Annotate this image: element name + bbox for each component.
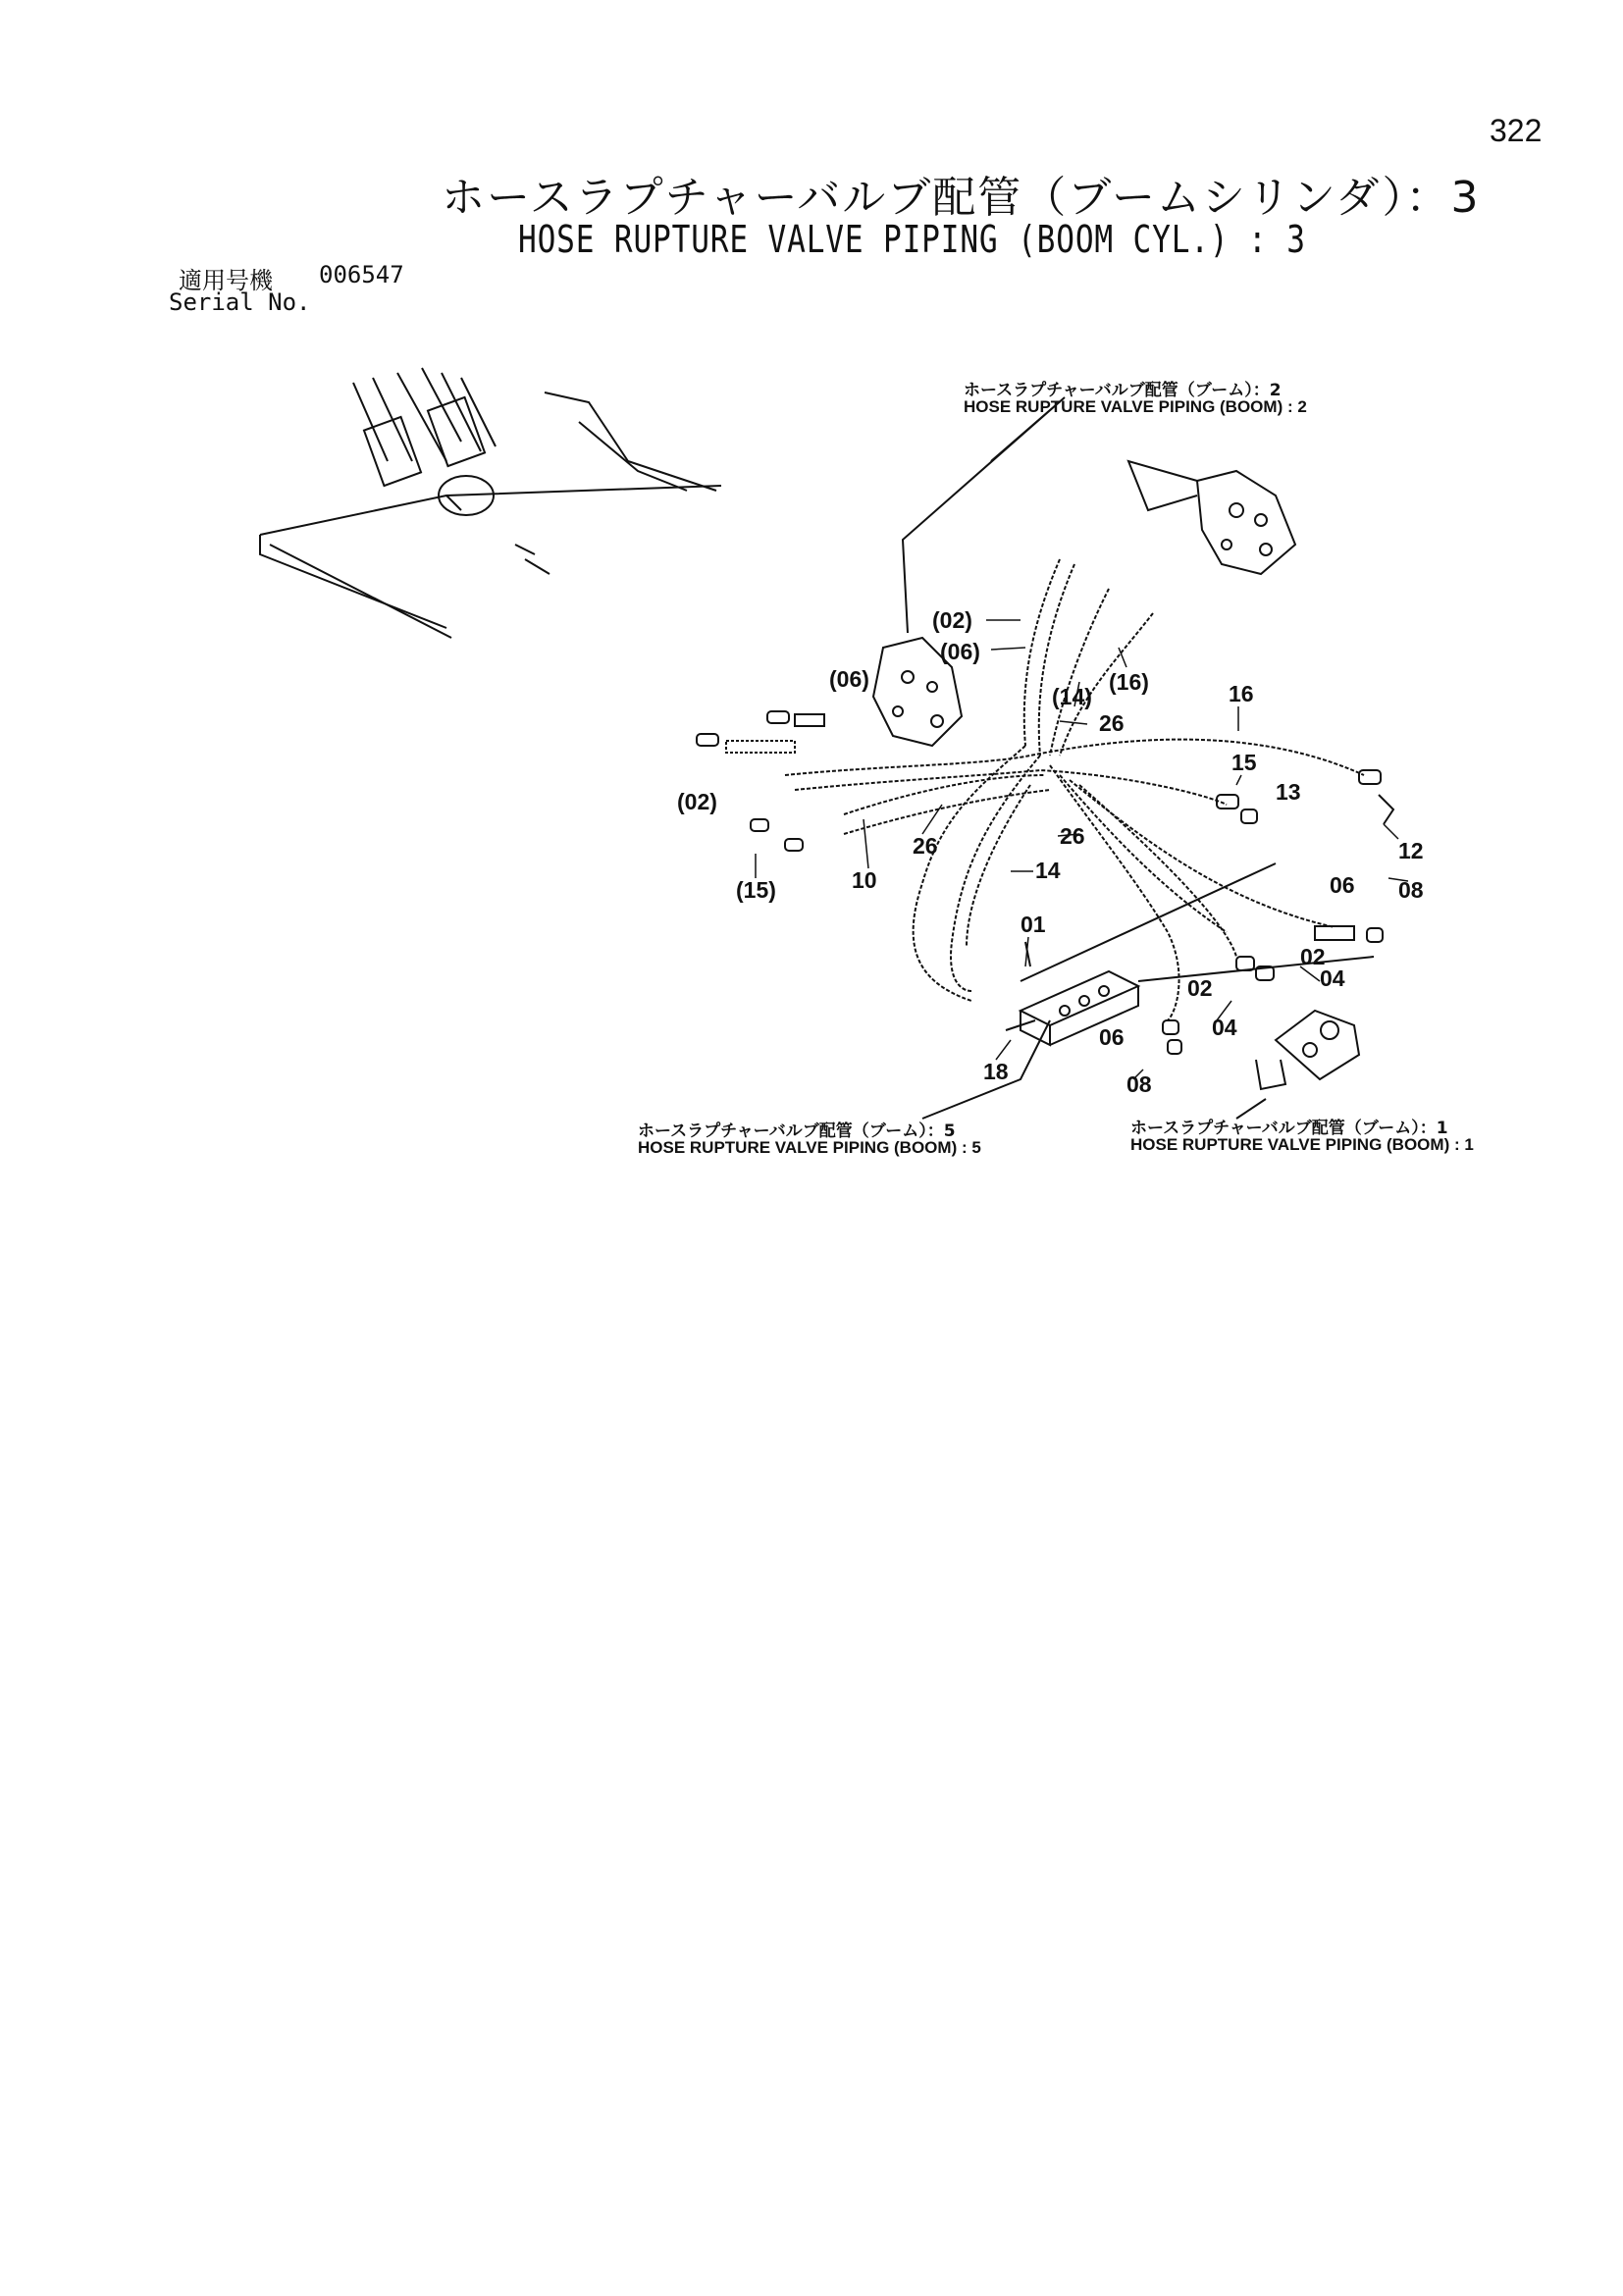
- reference-boom-2-en: HOSE RUPTURE VALVE PIPING (BOOM) : 2: [964, 397, 1307, 416]
- reference-boom-5-en: HOSE RUPTURE VALVE PIPING (BOOM) : 5: [638, 1138, 981, 1157]
- callout-16: 16: [1229, 681, 1254, 706]
- leader-ref-1: [1236, 1099, 1266, 1119]
- callout-16-paren: (16): [1109, 669, 1149, 695]
- callout-02-left: (02): [677, 789, 717, 814]
- title-english: HOSE RUPTURE VALVE PIPING (BOOM CYL.) : 3: [518, 218, 1306, 261]
- callout-13: 13: [1276, 779, 1301, 805]
- locator-sketch: [260, 368, 721, 638]
- callout-15-paren: (15): [736, 877, 776, 903]
- valve-upper-right: [1128, 461, 1295, 574]
- callout-08-b: 08: [1126, 1071, 1152, 1097]
- callout-15: 15: [1231, 750, 1257, 775]
- callout-10: 10: [852, 867, 877, 893]
- callout-06-b: 06: [1099, 1024, 1125, 1050]
- reference-boom-5-jp: ホースラプチャーバルブ配管（ブーム）：5: [638, 1122, 956, 1141]
- callout-06-a: 06: [1330, 872, 1355, 898]
- callout-08-a: 08: [1398, 877, 1424, 903]
- title-japanese: ホースラプチャーバルブ配管（ブームシリンダ）：3: [442, 173, 1481, 223]
- leader-ref-2: [903, 397, 1065, 633]
- callout-14: 14: [1035, 858, 1061, 883]
- reference-boom-1-en: HOSE RUPTURE VALVE PIPING (BOOM) : 1: [1130, 1135, 1474, 1154]
- callout-labels: [677, 607, 1424, 1097]
- callout-14-paren: (14): [1052, 684, 1092, 709]
- reference-boom-2-jp: ホースラプチャーバルブ配管（ブーム）：2: [964, 381, 1282, 400]
- callout-06-top: (06): [940, 639, 980, 664]
- serial-label-english: Serial No.: [169, 288, 311, 316]
- callout-01: 01: [1021, 912, 1046, 937]
- callout-26-a: 26: [1099, 710, 1125, 736]
- serial-number-value: 006547: [319, 261, 404, 288]
- fittings-left: [697, 711, 824, 851]
- reference-boom-1-jp: ホースラプチャーバルブ配管（ブーム）：1: [1130, 1119, 1448, 1138]
- callout-02-b: 02: [1187, 975, 1213, 1001]
- page-number: 322: [1490, 113, 1543, 148]
- callout-26-b: 26: [913, 833, 938, 859]
- callout-06-left: (06): [829, 666, 869, 692]
- callout-02-a: 02: [1300, 944, 1326, 969]
- callout-04-a: 04: [1320, 965, 1345, 991]
- serial-label-japanese: 適用号機: [179, 267, 273, 294]
- callout-04-b: 04: [1212, 1015, 1237, 1040]
- callout-12: 12: [1398, 838, 1424, 863]
- callout-18: 18: [983, 1059, 1009, 1084]
- callout-26-c: 26: [1060, 823, 1085, 849]
- callout-02-top: (02): [932, 607, 972, 633]
